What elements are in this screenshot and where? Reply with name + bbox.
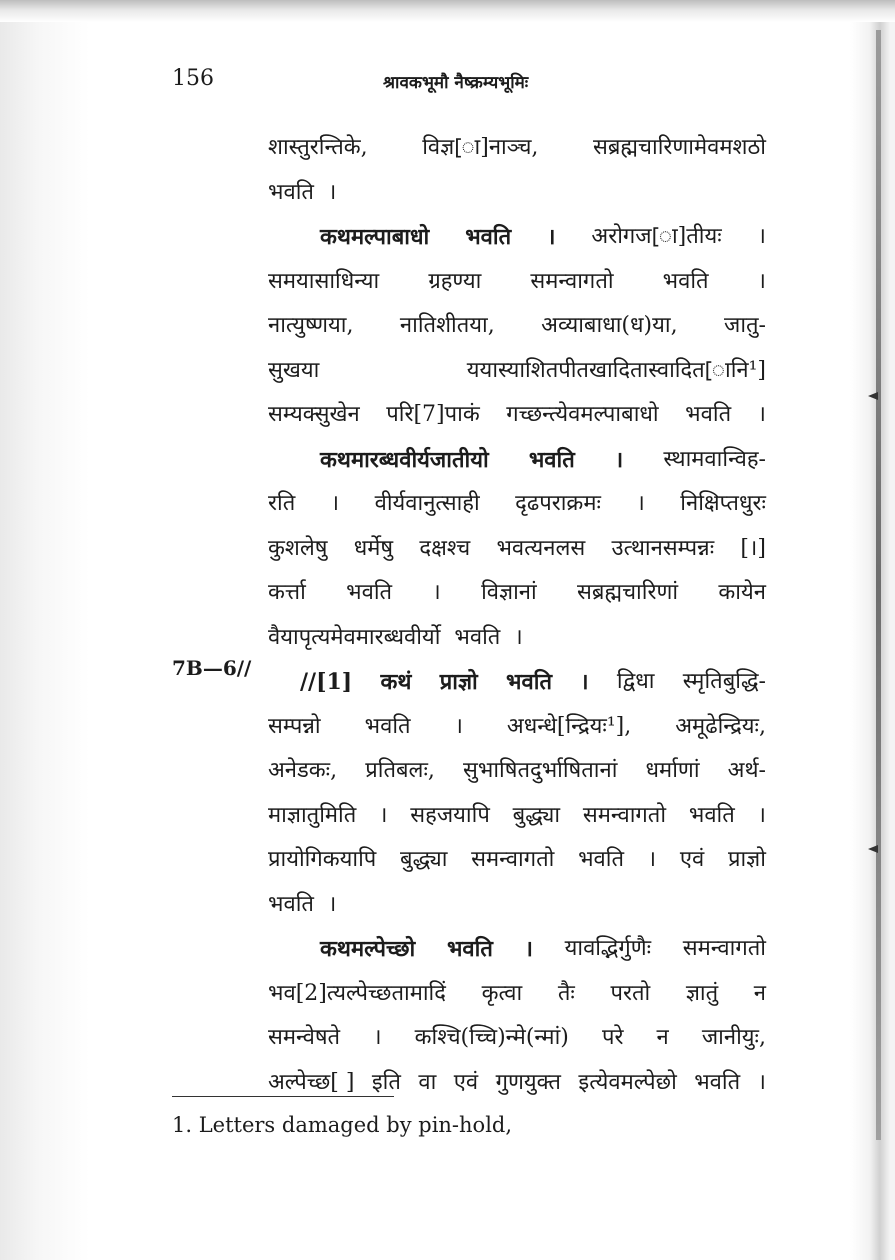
word: रति [268,491,296,516]
word: कथमल्पेच्छो [320,936,416,962]
word: कायेन [718,580,766,605]
word: भवति [694,1069,741,1095]
word: उत्थानसम्पन्नः [611,535,715,561]
word: भवति [528,446,575,473]
word: ग्रहण्या [428,268,482,294]
word: । [757,224,766,249]
word: इत्येवमल्पेछो [578,1069,677,1095]
text-line [268,126,766,171]
pin-mark [868,392,878,400]
word: सुखया [268,357,320,383]
word: गच्छन्त्येवमल्पाबाधो [506,402,659,427]
word: जातु- [724,313,766,338]
word: वीर्यवानुत्साही [374,491,480,516]
word: बुद्ध्या [512,802,561,828]
word: सुभाषितदुर्भाषितानां [463,758,618,783]
word: कर्त्ता [268,580,306,605]
word: भवति [685,402,732,427]
word: । [327,179,337,205]
word: विज्ञानां [481,580,537,605]
word: सहजयापि [410,802,490,828]
text-line [268,616,766,661]
running-title: श्रावकभूमौ नैष्क्रम्यभूमिः [383,73,529,93]
word: भवति [346,580,393,605]
text-line [268,171,766,216]
text-line [268,260,766,305]
word: तैः [557,980,575,1006]
word: परतो [610,980,651,1006]
word: ययास्याशितपीतखादितास्वादित[ानि¹] [466,357,766,383]
word: जानीयुः, [701,1025,766,1050]
word: । [580,669,589,695]
text-line [268,972,766,1017]
word: बुद्ध्या [400,847,448,872]
word: कश्चि(च्चि)न्मे(न्मां) [414,1025,569,1050]
text-line [268,349,766,394]
word: धर्माणां [645,758,700,783]
word: । [454,713,463,739]
word: भवति [578,847,624,872]
text-line [268,838,766,883]
word: । [614,446,624,473]
text-line [268,1061,766,1106]
text-line [268,749,766,794]
word: । [757,802,766,828]
text-line [268,660,766,705]
word: समन्वागतो [682,936,766,961]
word: सब्रह्मचारिणां [577,580,679,605]
word: एवं [679,847,705,872]
footnote: 1. Letters damaged by pin-hold, [172,1113,513,1137]
word: अरोगज[ा]तीयः [591,224,722,249]
text-line [268,571,766,616]
word: निक्षिप्तधुरः [680,491,766,516]
word: भवत्यनलस [496,535,586,561]
margin-folio-reference: 7B—6// [172,656,252,680]
word: न [753,980,766,1006]
pin-mark [868,845,878,853]
text-line [268,393,766,438]
word: [।] [740,535,766,561]
text-line [268,482,766,527]
word: गुणयुक्त [495,1069,561,1095]
word: कथमल्पाबाधो [320,224,430,250]
word: कथमारब्धवीर्यजातीयो [320,446,489,473]
word: । [514,624,523,650]
word: अधन्धे[न्द्रियः¹], [506,713,632,739]
word: वा [418,1069,437,1095]
word: कथं [380,669,412,695]
word: प्राज्ञो [727,847,766,872]
word: अनेडकः, [268,758,338,783]
word: नातिशीतया, [399,313,495,338]
word: । [432,580,441,605]
word: स्मृतिबुद्धि- [682,669,766,694]
text-line [268,438,766,483]
page-number: 156 [172,66,214,91]
word: अल्पेच्छ[ ] [268,1069,355,1095]
text-line [268,705,766,750]
word: शास्तुरन्तिके, [268,135,368,160]
text-line [268,304,766,349]
word: । [330,491,340,516]
word: । [547,224,556,250]
word: परि[7]पाकं [386,402,480,427]
word: भवति [364,713,411,739]
word: भवति [688,802,735,828]
word: भवति [465,224,512,250]
word: । [379,802,388,828]
word: दृढपराक्रमः [515,491,601,516]
binding-edge [876,30,881,1140]
word: समन्वेषते [268,1025,341,1050]
footnote-rule [172,1096,394,1097]
word: । [327,891,337,917]
word: कुशलेषु [268,535,328,561]
word: सम्यक्सुखेन [268,402,360,427]
word: धर्मेषु [353,535,394,561]
word: अर्थ- [727,758,766,783]
word: एवं [453,1069,479,1095]
word: । [636,491,645,516]
word: समन्वागतो [530,268,614,294]
word: । [757,1069,766,1095]
word: सम्पन्नो [268,713,321,739]
word: भवति [662,268,709,294]
word: कृत्वा [481,980,523,1006]
word: । [524,936,533,962]
word: वैयापृत्यमेवमारब्धवीर्यो [268,624,441,650]
word: दक्षश्च [419,535,471,561]
scan-top-edge [0,0,895,22]
body-text [268,126,766,1105]
word: अमूढेन्द्रियः, [675,713,766,739]
text-line [268,927,766,972]
word: समन्वागतो [471,847,555,872]
word: परे [601,1025,624,1050]
word: भवति [268,891,314,917]
word: प्रायोगिकयापि [268,847,377,872]
word: प्रतिबलः, [365,758,435,783]
word: यावद्भिर्गुणैः [564,936,652,961]
word: विज्ञ[ा]नाञ्च, [422,135,539,160]
word: सब्रह्मचारिणामेवमशठो [592,135,766,160]
word: ज्ञातुं [685,980,719,1006]
word: भवति [268,179,314,205]
word: प्राज्ञो [439,669,478,695]
word: भवति [454,624,501,650]
word: स्थामवान्विह- [663,446,766,472]
word: द्विधा [616,669,655,694]
text-line [268,883,766,928]
word: भवति [446,936,493,962]
word: । [373,1025,382,1050]
word: न [656,1025,669,1050]
word: इति [371,1069,401,1095]
word: समन्वागतो [582,802,667,828]
text-line [268,1016,766,1061]
text-line [268,527,766,572]
word: अव्याबाधा(ध)या, [541,313,678,338]
word: माज्ञातुमिति [268,802,357,828]
word: नात्युष्णया, [268,313,354,338]
word: । [757,402,766,427]
word: । [647,847,657,872]
text-line [268,215,766,260]
word: । [757,268,766,294]
word: समयासाधिन्या [268,268,380,294]
text-line [268,794,766,839]
word: //[1] [300,669,353,695]
word: भवति [506,669,552,695]
word: भव[2]त्यल्पेच्छतामादिं [268,980,446,1006]
